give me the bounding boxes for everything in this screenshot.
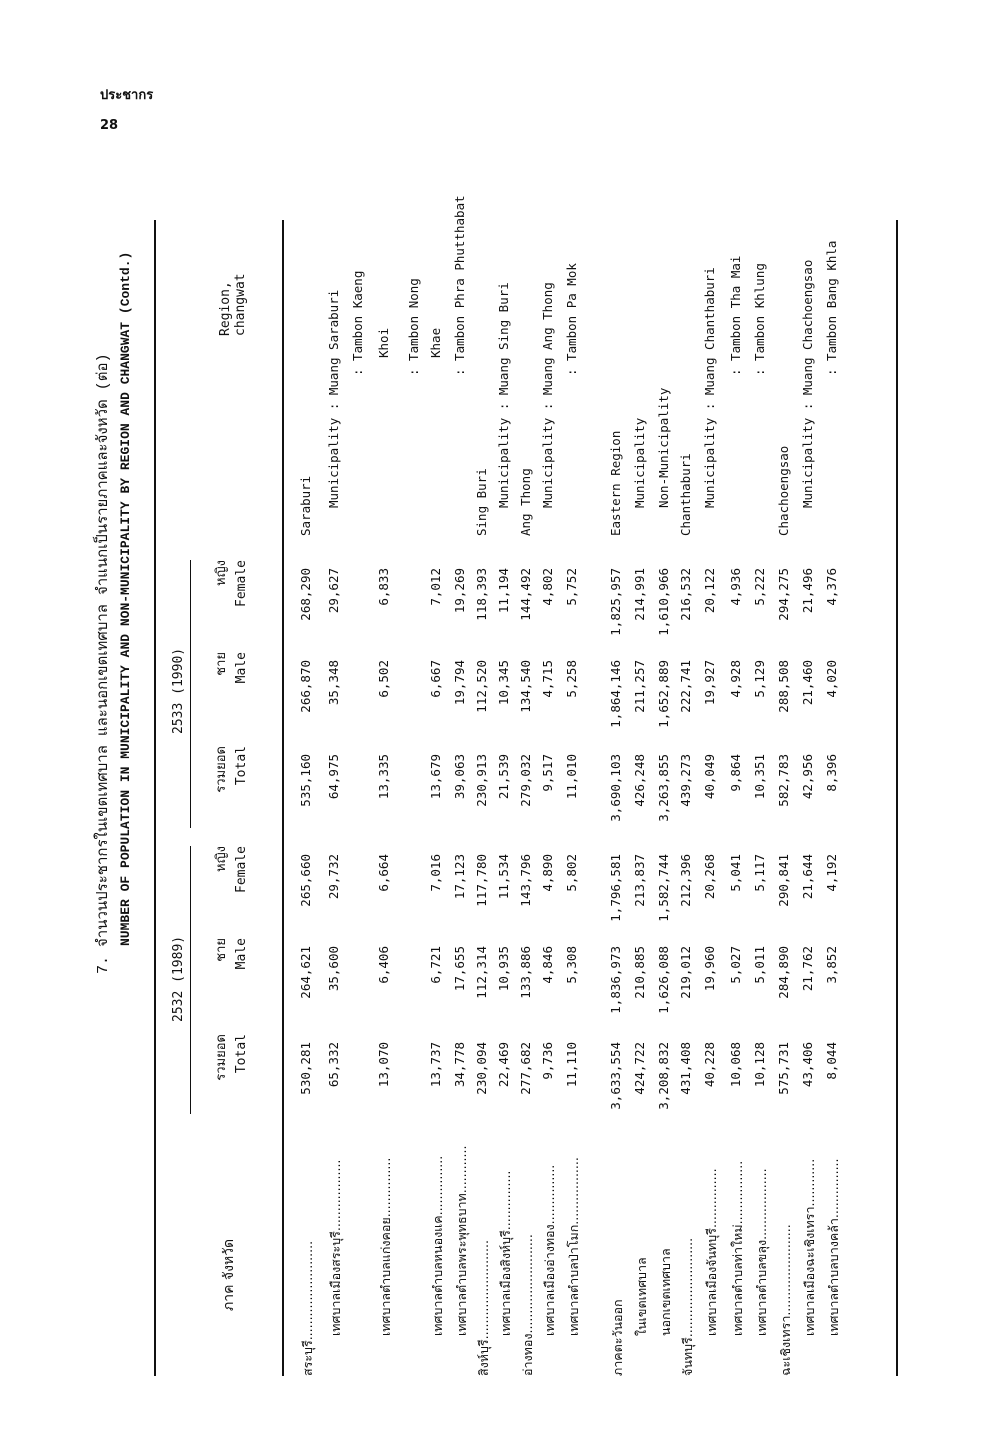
cell-m89: 284,890 [776, 946, 791, 999]
table-row [656, 220, 676, 1376]
row-label-thai: สิงห์บุรี......................... [476, 1240, 491, 1376]
table-row [776, 220, 796, 1376]
cell-f89: 1,582,744 [656, 854, 671, 922]
cell-m89: 19,960 [702, 946, 717, 992]
col-header-female-en-1990: Female [234, 560, 249, 607]
cell-f90: 6,833 [376, 568, 391, 606]
table-row [376, 220, 396, 1376]
cell-m89: 35,600 [326, 946, 341, 992]
cell-t89: 575,731 [776, 1042, 791, 1095]
cell-m89: 219,012 [678, 946, 693, 999]
row-label-thai: เทศบาลเมืองฉะเชิงเทรา............ [802, 1158, 817, 1336]
cell-m89: 21,762 [800, 946, 815, 992]
cell-t89: 424,722 [632, 1042, 647, 1095]
region-english-header: Region, changwat [218, 273, 248, 336]
cell-t89: 10,128 [752, 1042, 767, 1088]
cell-f90: 11,194 [496, 568, 511, 614]
row-label-english: : Tambon Khlung [752, 263, 767, 376]
cell-m89: 133,886 [518, 946, 533, 999]
region-thai-header: ภาค จังหวัด [221, 1238, 237, 1311]
cell-f89: 290,841 [776, 854, 791, 907]
cell-m89: 17,655 [452, 946, 467, 992]
cell-f89: 117,780 [474, 854, 489, 907]
cell-m90: 112,520 [474, 660, 489, 713]
cell-t89: 11,110 [564, 1042, 579, 1088]
row-label-english: : Tambon Pa Mok [564, 263, 579, 376]
cell-f89: 5,802 [564, 854, 579, 892]
row-label-thai: ในเขตเทศบาล [634, 1257, 649, 1336]
cell-t90: 42,956 [800, 754, 815, 800]
cell-m90: 6,667 [428, 660, 443, 698]
cell-m90: 1,864,146 [608, 660, 623, 728]
cell-f90: 5,752 [564, 568, 579, 606]
cell-f89: 6,664 [376, 854, 391, 892]
row-label-thai: เทศบาลตำบลแก่งคอย............... [378, 1157, 393, 1336]
cell-m90: 288,508 [776, 660, 791, 713]
cell-f90: 7,012 [428, 568, 443, 606]
cell-f90: 294,275 [776, 568, 791, 621]
cell-f89: 4,890 [540, 854, 555, 892]
row-label-thai: เทศบาลเมืองสระบุรี.................. [328, 1159, 343, 1336]
cell-m90: 211,257 [632, 660, 647, 713]
cell-m89: 6,721 [428, 946, 443, 984]
year-header-1989: 2532 (1989) [171, 935, 186, 1022]
cell-f89: 1,796,581 [608, 854, 623, 922]
cell-m89: 5,308 [564, 946, 579, 984]
page-header-title: ประชากร [100, 88, 154, 103]
table-row [496, 220, 516, 1376]
cell-m90: 4,020 [824, 660, 839, 698]
table-row [474, 220, 494, 1376]
cell-m89: 1,836,973 [608, 946, 623, 1014]
cell-f90: 214,991 [632, 568, 647, 621]
table-row [588, 220, 608, 1376]
cell-m89: 5,011 [752, 946, 767, 984]
row-label-english: : Tambon Nong [406, 278, 421, 376]
cell-t89: 13,070 [376, 1042, 391, 1088]
cell-f90: 268,290 [298, 568, 313, 621]
table-row [428, 220, 448, 1376]
top-rule [154, 220, 156, 1376]
row-label-english: : Tambon Bang Khla [824, 240, 839, 376]
cell-m90: 10,345 [496, 660, 511, 706]
row-label-english: Chanthaburi [678, 453, 693, 536]
cell-t90: 8,396 [824, 754, 839, 792]
row-label-english: Sing Buri [474, 468, 489, 536]
cell-m90: 222,741 [678, 660, 693, 713]
row-label-english: Municipality [632, 417, 647, 508]
cell-m90: 4,928 [728, 660, 743, 698]
row-label-english: : Tambon Phra Phutthabat [452, 195, 467, 376]
col-header-male-en-1989: Male [234, 938, 249, 970]
cell-f90: 20,122 [702, 568, 717, 614]
row-label-english: Municipality : Muang Sing Buri [496, 282, 511, 508]
table-row [326, 220, 346, 1376]
table-row [728, 220, 748, 1376]
cell-f90: 5,222 [752, 568, 767, 606]
cell-t90: 3,690,103 [608, 754, 623, 822]
cell-f89: 20,268 [702, 854, 717, 900]
row-label-thai: จันทบุรี......................... [680, 1237, 695, 1376]
row-label-english: Eastern Region [608, 430, 623, 536]
table-row [406, 220, 426, 1376]
table-row [298, 220, 318, 1376]
col-header-total-th-1990: รวมยอด [214, 746, 229, 793]
col-header-total-en-1989: Total [234, 1034, 249, 1074]
cell-f89: 7,016 [428, 854, 443, 892]
row-label-thai: เทศบาลตำบลป่าโมก................. [566, 1157, 581, 1336]
col-header-male-th-1989: ชาย [214, 938, 229, 962]
row-label-thai: สระบุรี......................... [300, 1240, 315, 1376]
cell-m90: 134,540 [518, 660, 533, 713]
cell-t90: 21,539 [496, 754, 511, 800]
row-label-thai: อ่างทอง......................... [520, 1234, 535, 1376]
cell-f89: 21,644 [800, 854, 815, 900]
table-row [702, 220, 722, 1376]
cell-f90: 21,496 [800, 568, 815, 614]
table-row [678, 220, 698, 1376]
cell-t90: 426,248 [632, 754, 647, 807]
cell-m89: 4,846 [540, 946, 555, 984]
cell-t90: 40,049 [702, 754, 717, 800]
table-caption-thai: 7. จำนวนประชากรในเขตเทศบาล และนอกเขตเทศบาล จำแนกเป็นรายภาคและจังหวัด (ต่อ) [95, 353, 112, 974]
cell-t90: 10,351 [752, 754, 767, 800]
cell-m89: 5,027 [728, 946, 743, 984]
cell-m90: 5,258 [564, 660, 579, 698]
cell-m90: 19,794 [452, 660, 467, 706]
cell-f90: 29,627 [326, 568, 341, 614]
row-label-thai: เทศบาลตำบลท่าใหม่................ [730, 1160, 745, 1336]
cell-f89: 213,837 [632, 854, 647, 907]
row-label-thai: ฉะเชิงเทรา....................... [778, 1224, 793, 1376]
cell-f89: 11,534 [496, 854, 511, 900]
table-row [452, 195, 472, 1376]
cell-t90: 11,010 [564, 754, 579, 800]
cell-f89: 5,117 [752, 854, 767, 892]
col-header-female-en-1989: Female [234, 846, 249, 893]
row-label-thai: เทศบาลตำบลบางคล้า............... [826, 1158, 841, 1336]
row-label-thai: นอกเขตเทศบาล [658, 1248, 673, 1336]
cell-m90: 266,870 [298, 660, 313, 713]
col-header-total-en-1990: Total [234, 746, 249, 786]
cell-t90: 582,783 [776, 754, 791, 807]
cell-m89: 6,406 [376, 946, 391, 984]
row-label-english: : Tambon Tha Mai [728, 255, 743, 376]
row-label-thai: เทศบาลตำบลขลุง.................. [754, 1168, 769, 1336]
cell-m89: 112,314 [474, 946, 489, 999]
row-label-english: : Tambon Kaeng [350, 270, 365, 376]
table-row [540, 220, 560, 1376]
cell-t89: 22,469 [496, 1042, 511, 1088]
cell-m89: 210,885 [632, 946, 647, 999]
cell-f89: 4,192 [824, 854, 839, 892]
row-label-thai: เทศบาลตำบลหนองแค............... [430, 1155, 445, 1336]
cell-f89: 143,796 [518, 854, 533, 907]
cell-m90: 5,129 [752, 660, 767, 698]
page-number: 28 [100, 118, 119, 133]
year-underline-1989 [190, 846, 191, 1114]
cell-f89: 265,660 [298, 854, 313, 907]
cell-t89: 65,332 [326, 1042, 341, 1088]
table-row [518, 220, 538, 1376]
row-label-english: Chachoengsao [776, 445, 791, 536]
cell-t89: 431,408 [678, 1042, 693, 1095]
cell-f90: 4,802 [540, 568, 555, 606]
cell-m89: 10,935 [496, 946, 511, 992]
cell-t90: 9,517 [540, 754, 555, 792]
table-row [350, 220, 370, 1376]
cell-t89: 8,044 [824, 1042, 839, 1080]
cell-t89: 3,208,832 [656, 1042, 671, 1110]
cell-m90: 19,927 [702, 660, 717, 706]
cell-m90: 35,348 [326, 660, 341, 706]
cell-t90: 9,864 [728, 754, 743, 792]
col-header-total-th-1989: รวมยอด [214, 1034, 229, 1081]
cell-f89: 212,396 [678, 854, 693, 907]
cell-f90: 118,393 [474, 568, 489, 621]
cell-t90: 3,263,855 [656, 754, 671, 822]
cell-t90: 439,273 [678, 754, 693, 807]
cell-m90: 1,652,889 [656, 660, 671, 728]
bottom-rule [896, 220, 898, 1376]
cell-t89: 34,778 [452, 1042, 467, 1088]
cell-t89: 13,737 [428, 1042, 443, 1088]
cell-f89: 29,732 [326, 854, 341, 900]
table-row [632, 220, 652, 1376]
col-header-male-en-1990: Male [234, 652, 249, 684]
cell-t89: 230,094 [474, 1042, 489, 1095]
cell-t90: 13,679 [428, 754, 443, 800]
cell-f89: 5,041 [728, 854, 743, 892]
cell-m90: 4,715 [540, 660, 555, 698]
cell-t89: 40,228 [702, 1042, 717, 1088]
cell-f90: 1,825,957 [608, 568, 623, 636]
row-label-thai: เทศบาลเมืองอ่างทอง............... [542, 1164, 557, 1336]
row-label-english: Municipality : Muang Ang Thong [540, 282, 555, 508]
cell-t90: 13,335 [376, 754, 391, 800]
cell-m90: 21,460 [800, 660, 815, 706]
cell-m89: 264,621 [298, 946, 313, 999]
cell-t89: 9,736 [540, 1042, 555, 1080]
year-underline-1990 [190, 560, 191, 828]
col-header-female-th-1990: หญิง [214, 560, 229, 586]
cell-f89: 17,123 [452, 854, 467, 900]
row-label-english: Municipality : Muang Chachoengsao [800, 259, 815, 508]
cell-t90: 39,063 [452, 754, 467, 800]
cell-t90: 64,975 [326, 754, 341, 800]
cell-f90: 4,376 [824, 568, 839, 606]
cell-t90: 535,160 [298, 754, 313, 807]
table-row [752, 220, 772, 1376]
cell-t89: 277,682 [518, 1042, 533, 1095]
row-label-thai: เทศบาลเมืองสิงห์บุรี............... [498, 1170, 513, 1336]
rotated-table [88, 195, 908, 1376]
cell-m90: 6,502 [376, 660, 391, 698]
cell-m89: 1,626,088 [656, 946, 671, 1014]
year-header-1990: 2533 (1990) [171, 647, 186, 734]
cell-t89: 3,633,554 [608, 1042, 623, 1110]
row-label-english: Saraburi [298, 475, 313, 536]
col-header-female-th-1989: หญิง [214, 846, 229, 872]
row-label-thai: เทศบาลเมืองจันทบุรี............... [704, 1168, 719, 1336]
table-row [564, 220, 584, 1376]
cell-m89: 3,852 [824, 946, 839, 984]
cell-t89: 530,281 [298, 1042, 313, 1095]
table-row [800, 220, 820, 1376]
cell-t89: 43,406 [800, 1042, 815, 1088]
row-label-english: Municipality : Muang Chanthaburi [702, 267, 717, 508]
row-label-english: Khae [428, 327, 443, 358]
cell-f90: 1,610,966 [656, 568, 671, 636]
cell-t90: 230,913 [474, 754, 489, 807]
table-row [824, 220, 844, 1376]
cell-t89: 10,068 [728, 1042, 743, 1088]
cell-t90: 279,032 [518, 754, 533, 807]
row-label-english: Non-Municipality [656, 387, 671, 508]
row-label-english: Khoi [376, 327, 391, 358]
row-label-thai: เทศบาลตำบลพระพุทธบาท............ [454, 1145, 469, 1336]
row-label-english: Municipality : Muang Saraburi [326, 289, 341, 508]
cell-f90: 144,492 [518, 568, 533, 621]
header-rule [282, 220, 284, 1376]
row-label-english: Ang Thong [518, 468, 533, 536]
cell-f90: 4,936 [728, 568, 743, 606]
col-header-male-th-1990: ชาย [214, 652, 229, 676]
table-caption-english: NUMBER OF POPULATION IN MUNICIPALITY AND NON-MUNICIPALITY BY REGION AND CHANGWAT (Contd.) [118, 251, 133, 946]
cell-f90: 216,532 [678, 568, 693, 621]
row-label-thai: ภาคตะวันออก [610, 1299, 625, 1376]
table-row [608, 220, 628, 1376]
cell-f90: 19,269 [452, 568, 467, 614]
